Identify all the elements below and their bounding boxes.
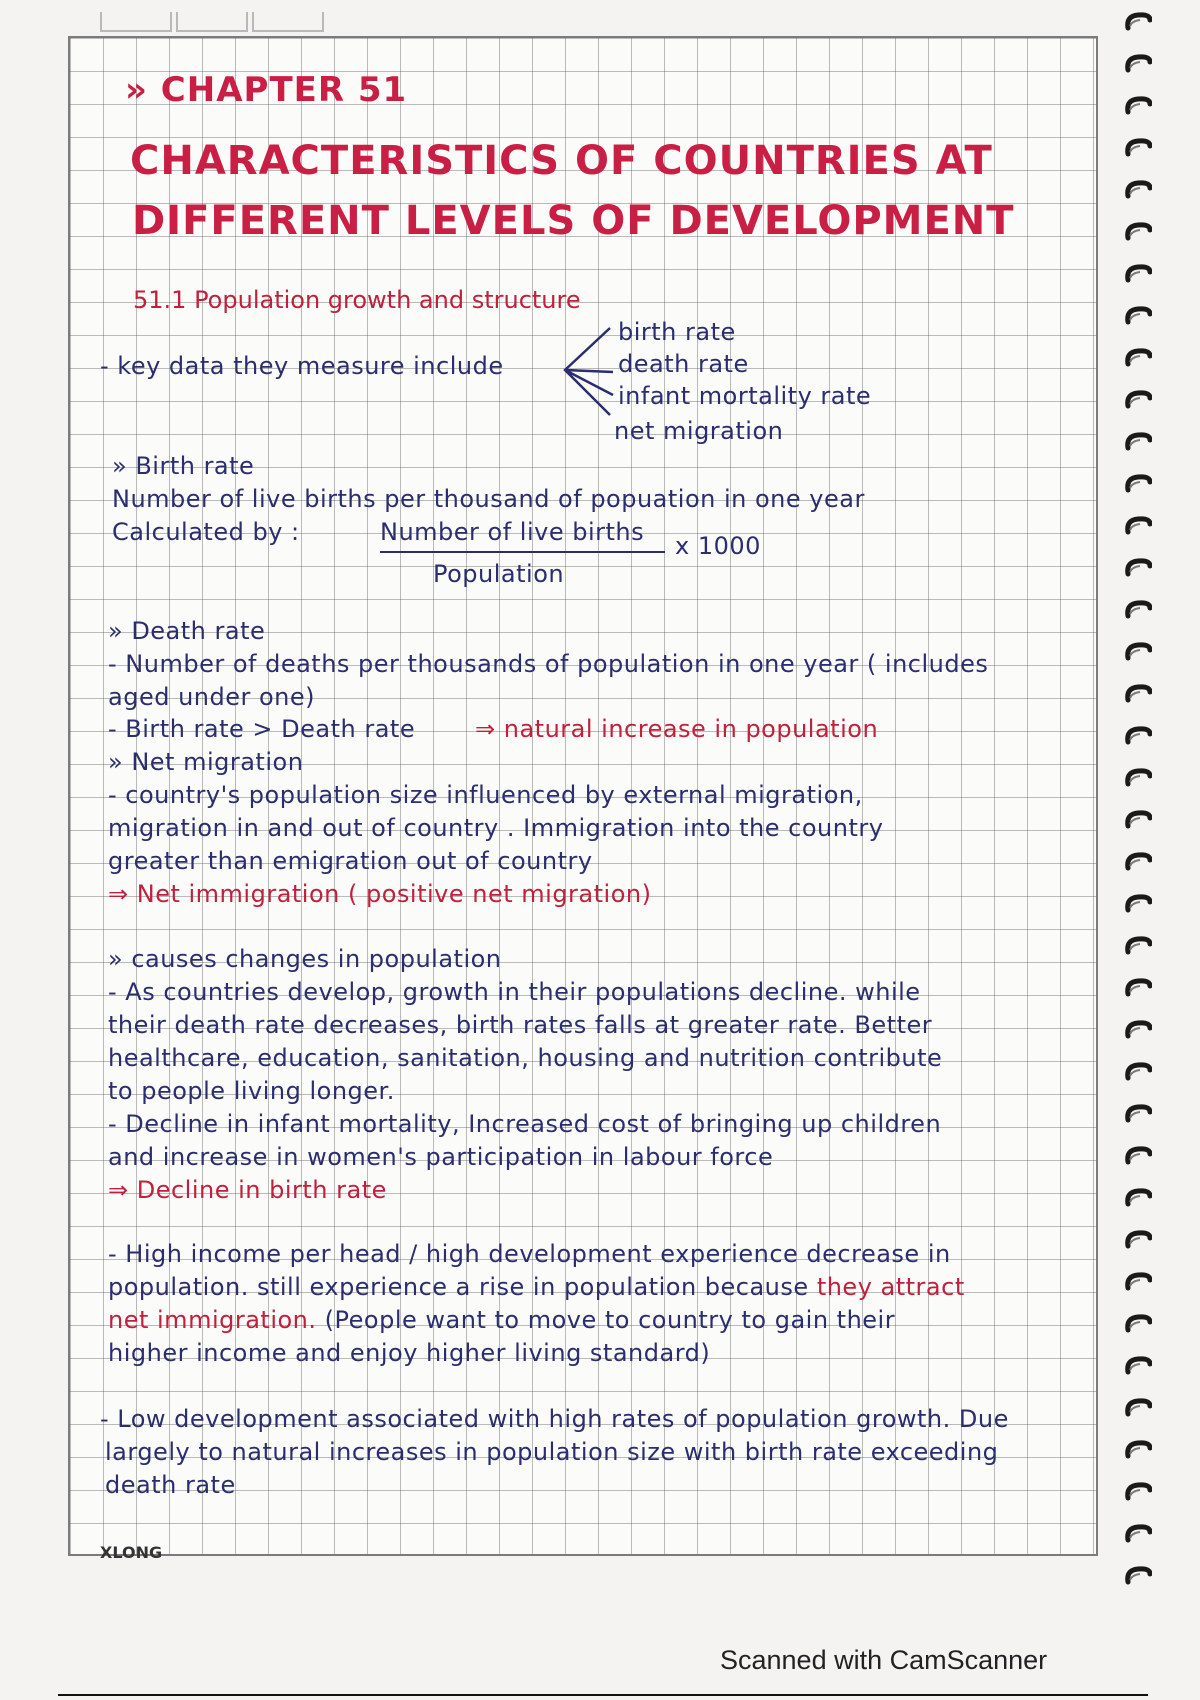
spiral-ring-icon [1124,1524,1152,1544]
chapter-title-line2: DIFFERENT LEVELS OF DEVELOPMENT [132,198,1015,244]
spiral-ring-icon [1124,474,1152,494]
spiral-ring-icon [1124,1566,1152,1586]
spiral-ring-icon [1124,1062,1152,1082]
spiral-ring-icon [1124,1230,1152,1250]
net-migration-result: ⇒ Net immigration ( positive net migration) [108,880,652,908]
spiral-ring-icon [1124,222,1152,242]
spiral-ring-icon [1124,726,1152,746]
spiral-ring-icon [1124,936,1152,956]
net-migration-line1: - country's population size influenced by external migration, [108,781,863,809]
key-data-item-1: birth rate [618,318,736,346]
spiral-ring-icon [1124,1440,1152,1460]
spiral-ring-icon [1124,96,1152,116]
spiral-ring-icon [1124,348,1152,368]
death-rate-compare: - Birth rate > Death rate [108,715,416,743]
key-data-item-3: infant mortality rate [618,382,872,410]
spiral-ring-icon [1124,54,1152,74]
causes-heading: » causes changes in population [108,945,502,973]
birth-rate-calc-label: Calculated by : [112,518,300,546]
causes-p2-line1: - Decline in infant mortality, Increased cost of bringing up children [108,1110,942,1138]
net-migration-line2: migration in and out of country . Immigration into the country [108,814,884,842]
birth-rate-definition: Number of live births per thousand of popuation in one year [112,485,865,513]
spiral-ring-icon [1124,642,1152,662]
causes-p1-line2: their death rate decreases, birth rates falls at greater rate. Better [108,1011,933,1039]
formula-fraction-line [380,551,665,553]
key-data-intro: - key data they measure include [100,352,504,380]
formula-multiplier: x 1000 [675,532,761,560]
spiral-ring-icon [1124,768,1152,788]
causes-p3-line4: higher income and enjoy higher living standard) [108,1339,711,1367]
spiral-ring-icon [1124,180,1152,200]
spiral-ring-icon [1124,432,1152,452]
key-data-item-2: death rate [618,350,749,378]
formula-denominator: Population [433,560,565,588]
spiral-ring-icon [1124,1398,1152,1418]
spiral-ring-icon [1124,1482,1152,1502]
formula-numerator: Number of live births [380,518,645,546]
causes-p1-line4: to people living longer. [108,1077,395,1105]
spiral-ring-icon [1124,1020,1152,1040]
bracket-arrow-icon [555,320,615,430]
birth-rate-heading: » Birth rate [112,452,255,480]
chapter-label: » CHAPTER 51 [125,70,408,110]
spiral-ring-icon [1124,1314,1152,1334]
spiral-ring-icon [1124,1272,1152,1292]
causes-p4-line3: death rate [105,1471,236,1499]
net-migration-line3: greater than emigration out of country [108,847,593,875]
spiral-ring-icon [1124,684,1152,704]
section-heading: 51.1 Population growth and structure [133,286,581,314]
notebook-tabs [100,12,330,32]
death-rate-line2: aged under one) [108,683,316,711]
causes-p3-line3b: (People want to move to country to gain their [324,1306,896,1334]
spiral-ring-icon [1124,810,1152,830]
causes-p3-line2 [108,1273,965,1301]
causes-p4-line1: - Low development associated with high rates of population growth. Due [100,1405,1009,1433]
spiral-ring-icon [1124,1146,1152,1166]
key-data-item-4: net migration [614,417,784,445]
net-migration-heading: » Net migration [108,748,304,776]
spiral-ring-icon [1124,138,1152,158]
causes-p3-line3 [108,1306,895,1334]
spiral-ring-icon [1124,516,1152,536]
death-rate-heading: » Death rate [108,617,266,645]
spiral-ring-icon [1124,894,1152,914]
causes-p3-line3a: net immigration. [108,1306,317,1334]
spiral-ring-icon [1124,390,1152,410]
causes-p1-line3: healthcare, education, sanitation, housing and nutrition contribute [108,1044,943,1072]
causes-p3-line1: - High income per head / high development experience decrease in [108,1240,951,1268]
causes-p2-result: ⇒ Decline in birth rate [108,1176,387,1204]
causes-p1-line1: - As countries develop, growth in their populations decline. while [108,978,921,1006]
causes-p4-line2: largely to natural increases in population size with birth rate exceeding [105,1438,999,1466]
spiral-ring-icon [1124,852,1152,872]
spiral-ring-icon [1124,264,1152,284]
spiral-ring-icon [1124,558,1152,578]
death-rate-line1: - Number of deaths per thousands of population in one year ( includes [108,650,989,678]
spiral-ring-icon [1124,600,1152,620]
death-rate-result: ⇒ natural increase in population [475,715,879,743]
spiral-ring-icon [1124,12,1152,32]
spiral-ring-icon [1124,1104,1152,1124]
spiral-ring-icon [1124,1356,1152,1376]
spiral-ring-icon [1124,306,1152,326]
notebook-brand-mark: XLONG [100,1543,163,1562]
footer-divider [58,1694,1148,1696]
causes-p3-line2a: population. still experience a rise in population because [108,1273,809,1301]
scanner-watermark: Scanned with CamScanner [720,1645,1048,1675]
causes-p3-line2b: they attract [816,1273,965,1301]
spiral-ring-icon [1124,1188,1152,1208]
spiral-ring-icon [1124,978,1152,998]
causes-p2-line2: and increase in women's participation in labour force [108,1143,774,1171]
chapter-title-line1: CHARACTERISTICS OF COUNTRIES AT [130,138,993,184]
